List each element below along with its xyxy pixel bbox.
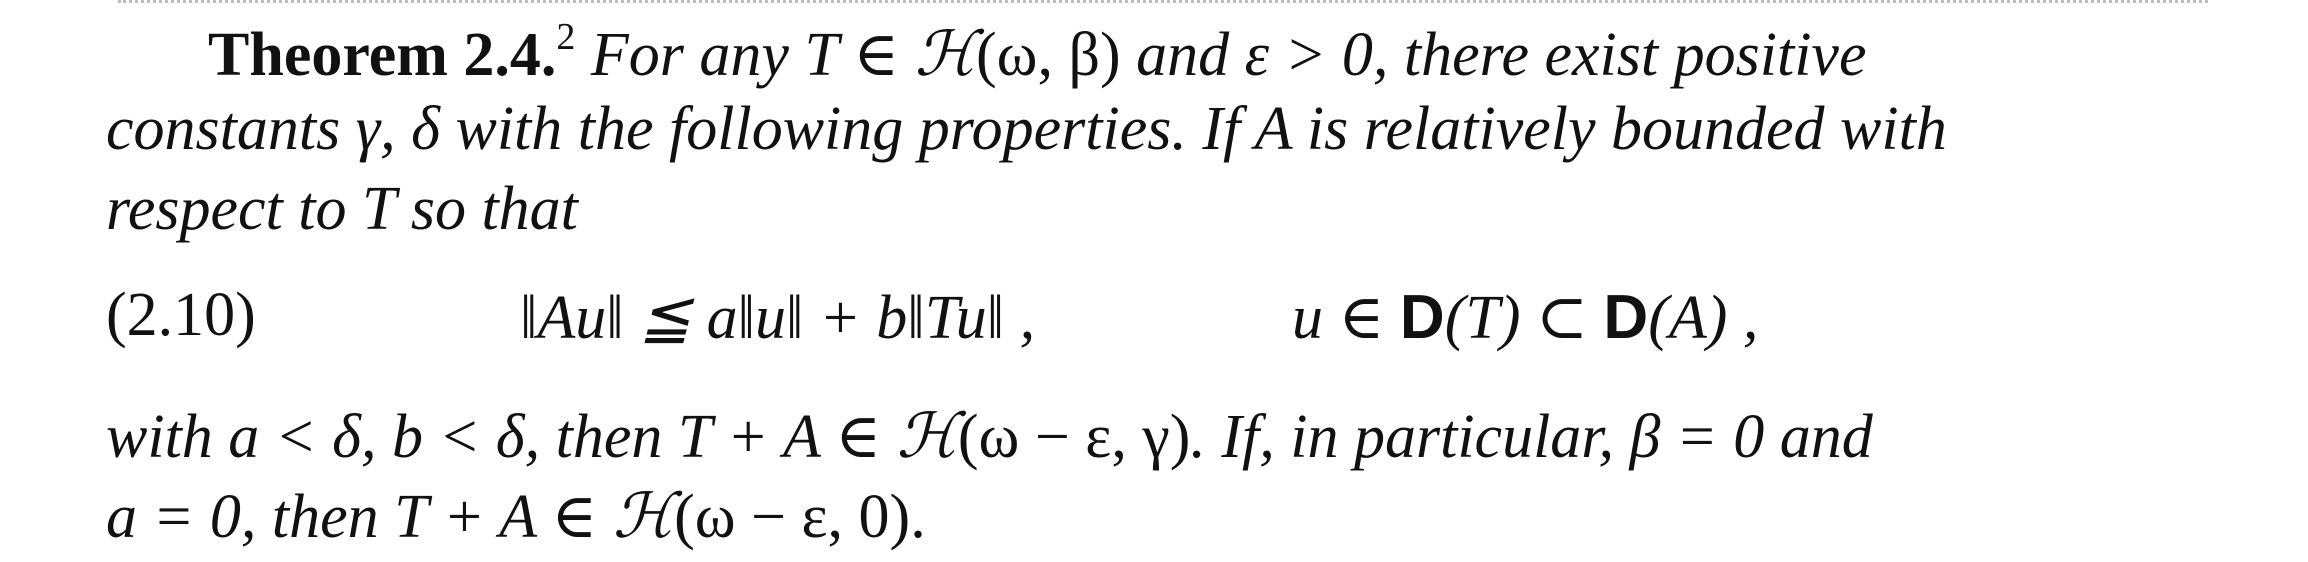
theorem-text-rest: and ε > 0, there exist positive xyxy=(1120,21,1867,89)
equation-domain xyxy=(1292,280,1758,354)
script-h-symbol-3: ℋ xyxy=(612,479,675,552)
conclusion-line-2 xyxy=(106,479,926,552)
conclusion-line-2-start: a = 0, then T + A ∈ xyxy=(106,483,613,551)
theorem-line-1 xyxy=(208,16,1867,90)
theorem-label: Theorem 2.4. xyxy=(208,21,557,89)
theorem-text-start: For any T ∈ xyxy=(590,21,915,89)
domain-variable: u ∈ xyxy=(1292,284,1400,352)
equation-number: (2.10) xyxy=(106,281,256,349)
theorem-line-3: respect to T so that xyxy=(106,175,578,243)
conclusion-class-arguments: (ω − ε, γ) xyxy=(957,403,1191,471)
script-h-symbol: ℋ xyxy=(914,17,976,90)
domain-d-symbol: D xyxy=(1399,283,1445,352)
conclusion-text-start: with a < δ, b < δ, then T + A ∈ xyxy=(106,403,897,471)
conclusion-line-1 xyxy=(106,399,1873,472)
class-arguments: (ω, β) xyxy=(975,21,1121,89)
conclusion-text-rest: . If, in particular, β = 0 and xyxy=(1190,403,1873,471)
footnote-mark: 2 xyxy=(556,16,576,58)
domain-t-argument: (T) ⊂ xyxy=(1444,284,1604,352)
top-cut-text-remnant xyxy=(118,0,2208,6)
equation-inequality: ‖Au‖ ≦ a‖u‖ + b‖Tu‖ , xyxy=(520,284,1036,352)
domain-a-argument: (A) , xyxy=(1648,284,1759,352)
theorem-line-2: constants γ, δ with the following properties. If A is relatively bounded with xyxy=(106,95,1947,163)
conclusion-line-2-args: (ω − ε, 0). xyxy=(674,483,926,551)
domain-d-symbol-2: D xyxy=(1603,283,1649,352)
script-h-symbol-2: ℋ xyxy=(896,399,958,472)
